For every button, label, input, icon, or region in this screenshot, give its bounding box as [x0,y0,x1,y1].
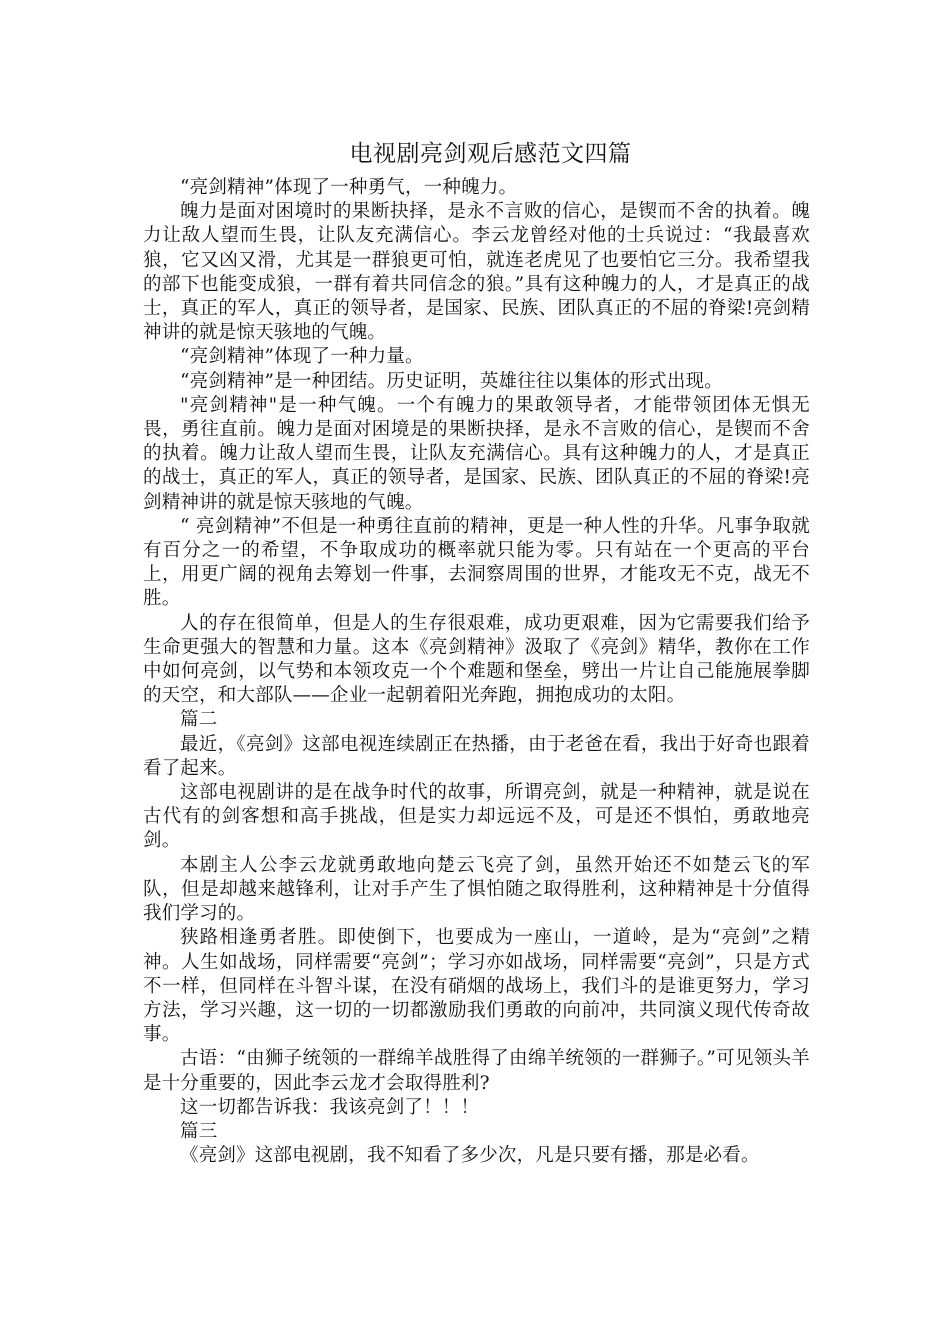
paragraph: 最近，《亮剑》这部电视连续剧正在热播，由于老爸在看，我出于好奇也跟着看了起来。 [143,733,810,779]
paragraph: 狭路相逢勇者胜。即使倒下，也要成为一座山，一道岭，是为“亮剑”之精神。人生如战场，同样需要“亮剑”；学习亦如战场，同样需要“亮剑”，只是方式不一样，但同样在斗智斗谋，在没有硝烟的战场上，我们斗的是谁更努力，学习方法，学习兴趣，这一切的一切都激励我们勇敢的向前冲，共同演义现代传奇故事。 [143,927,810,1046]
document-title: 电视剧亮剑观后感范文四篇 [349,141,632,167]
section-heading: 篇三 [180,1120,218,1142]
paragraph: “亮剑精神”体现了一种勇气，一种魄力。 [180,177,518,198]
paragraph: “亮剑精神”是一种团结。历史证明，英雄往往以集体的形式出现。 [180,370,723,392]
paragraph: 这一切都告诉我：我该亮剑了！！！ [180,1096,480,1118]
document-body [143,134,810,1168]
paragraph: 这部电视剧讲的是在战争时代的故事，所谓亮剑，就是一种精神，就是说在古代有的剑客想和高手挑战，但是实力却远远不及，可是还不惧怕，勇敢地亮剑。 [143,782,810,852]
paragraph: "亮剑精神"是一种气魄。一个有魄力的果敢领导者，才能带领团体无惧无畏，勇往直前。魄力是面对困境是的果断抉择，是永不言败的信心，是锲而不舍的执着。魄力让敌人望而生畏，让队友充满信心。具有这种魄力的人，才是真正的战士，真正的军人，真正的领导者，是国家、民族、团队真正的不屈的脊梁!亮剑精神讲的就是惊天骇地的气魄。 [143,394,810,513]
paragraph: 《亮剑》这部电视剧，我不知看了多少次，凡是只要有播，那是必看。 [180,1145,760,1167]
paragraph: 魄力是面对困境时的果断抉择，是永不言败的信心，是锲而不舍的执着。魄力让敌人望而生畏，让队友充满信心。李云龙曾经对他的士兵说过：“我最喜欢狼，它又凶又滑，尤其是一群狼更可怕，就连老虎见了也要怕它三分。我希望我的部下也能变成狼，一群有着共同信念的狼。”具有这种魄力的人，才是真正的战士，真正的军人，真正的领导者，是国家、民族、团队真正的不屈的脊梁!亮剑精神讲的就是惊天骇地的气魄。 [143,201,810,344]
section-heading: 篇二 [180,709,218,731]
paragraph: 古语：“由狮子统领的一群绵羊战胜得了由绵羊统领的一群狮子。”可见领头羊是十分重要的，因此李云龙才会取得胜利? [143,1048,810,1094]
paragraph: “亮剑精神”体现了一种力量。 [180,346,424,368]
paragraph: 人的存在很简单，但是人的生存很艰难，成功更艰难，因为它需要我们给予生命更强大的智慧和力量。这本《亮剑精神》汲取了《亮剑》精华，教你在工作中如何亮剑，以气势和本领攻克一个个难题和堡垒，劈出一片让自己能施展拳脚的天空，和大部队——企业一起朝着阳光奔跑，拥抱成功的太阳。 [143,612,810,707]
paragraph: “ 亮剑精神”不但是一种勇往直前的精神，更是一种人性的升华。凡事争取就有百分之一的希望，不争取成功的概率就只能为零。只有站在一个更高的平台上，用更广阔的视角去筹划一件事，去洞察周围的世界，才能攻无不克，战无不胜。 [143,515,810,610]
paragraph: 本剧主人公李云龙就勇敢地向楚云飞亮了剑，虽然开始还不如楚云飞的军队，但是却越来越锋利，让对手产生了惧怕随之取得胜利，这种精神是十分值得我们学习的。 [143,854,810,925]
